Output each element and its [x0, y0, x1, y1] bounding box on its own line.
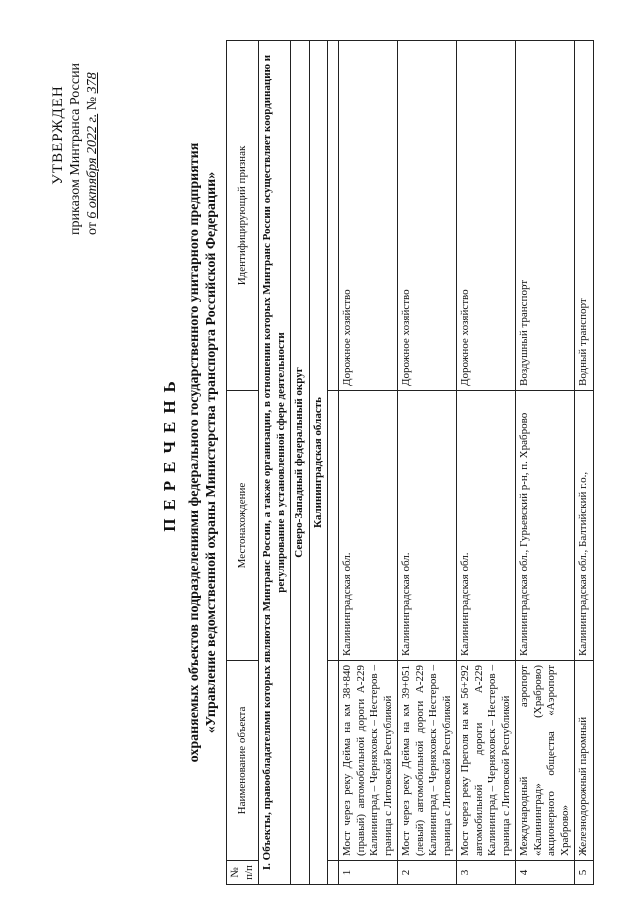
row-sign: Дорожное хозяйство	[398, 41, 457, 391]
row-name: Мост через реку Дейма на км 38+840 (правый) автомобильной дороги А-229 Калининград – Черняховск – Нестеров – граница с Литовской Республикой	[339, 661, 398, 861]
title-line-2: «Управление ведомственной охраны Министерства транспорта Российской Федерации»	[204, 171, 219, 734]
row-location: Калининградская обл.	[457, 391, 516, 661]
objects-table	[226, 40, 594, 885]
header-name: Наименование объекта	[227, 661, 259, 861]
approval-from-label: от	[85, 222, 100, 235]
row-name: Международный аэропорт «Калининград» (Храброво) акционерного общества «Аэропорт Храброво»	[516, 661, 575, 861]
header-sign: Идентифицирующий признак	[227, 41, 259, 391]
table-row	[398, 41, 457, 885]
row-name: Мост через реку Преголя на км 56+292 автомобильной дороги А-229 Калининград – Черняховск – Нестеров – граница с Литовской Республикой	[457, 661, 516, 861]
table-row	[575, 41, 594, 885]
row-num: 1	[339, 861, 398, 885]
row-sign: Водный транспорт	[575, 41, 594, 391]
table-row	[339, 41, 398, 885]
approval-number: 378	[85, 72, 100, 94]
district-title: Северо-Западный федеральный округ	[291, 41, 310, 885]
row-sign: Дорожное хозяйство	[339, 41, 398, 391]
row-sign: Дорожное хозяйство	[457, 41, 516, 391]
region-title: Калининградская область	[309, 41, 328, 885]
approval-date-line	[84, 15, 101, 255]
row-sign: Воздушный транспорт	[516, 41, 575, 391]
approval-date: 6 октября 2022 г.	[85, 113, 100, 219]
row-location: Калининградская обл., Балтийский г.о.,	[575, 391, 594, 661]
title-heading: ПЕРЕЧЕНЬ	[160, 373, 179, 532]
approval-order-line: приказом Минтранса России	[68, 62, 83, 235]
table-header-row	[227, 41, 259, 885]
row-num: 3	[457, 861, 516, 885]
section-row	[259, 41, 291, 885]
region-row	[309, 41, 328, 885]
header-num: № п/п	[227, 861, 259, 885]
table-row	[516, 41, 575, 885]
spacer-row	[328, 41, 339, 885]
section-title: I. Объекты, правообладателями которых являются Минтранс России, а также организации, в отношении которых Минтранс России осуществляет координацию и регулирование в установленной сфере деятельности	[259, 41, 291, 885]
row-num: 2	[398, 861, 457, 885]
approval-word: УТВЕРЖДЕН	[50, 85, 66, 185]
row-location: Калининградская обл.	[398, 391, 457, 661]
table-row	[457, 41, 516, 885]
row-location: Калининградская обл., Гурьевский р-н, п. Храброво	[516, 391, 575, 661]
approval-stamp	[50, 15, 101, 255]
row-name: Железнодорожный паромный	[575, 661, 594, 861]
document-title	[160, 30, 220, 875]
approval-number-label: №	[85, 96, 100, 111]
row-name: Мост через реку Дейма на км 39+051 (левый) автомобильной дороги А-229 Калининград – Черняховск – Нестеров – граница с Литовской Республикой	[398, 661, 457, 861]
title-line-1: охраняемых объектов подразделениями федерального государственного унитарного предприятия	[187, 142, 202, 763]
row-num: 4	[516, 861, 575, 885]
district-row	[291, 41, 310, 885]
header-location: Местонахождение	[227, 391, 259, 661]
row-location: Калининградская обл.	[339, 391, 398, 661]
row-num: 5	[575, 861, 594, 885]
